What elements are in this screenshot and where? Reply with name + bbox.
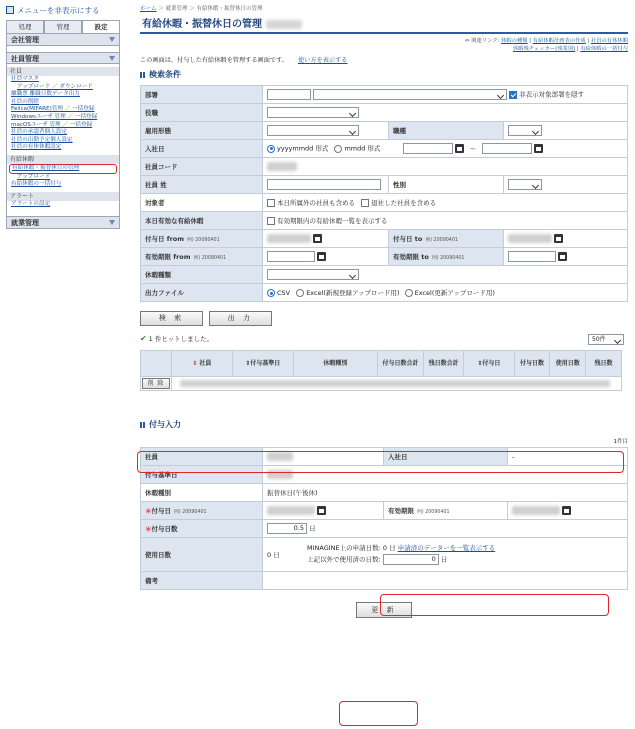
grant-note-cell xyxy=(263,572,628,590)
include-retired-checkbox[interactable] xyxy=(361,199,369,207)
dept-code-input[interactable] xyxy=(267,89,311,100)
grant-from-text: 付与日 from xyxy=(145,235,185,243)
tab-process[interactable]: 処理 xyxy=(6,20,44,33)
col-employee-label: 社員 xyxy=(199,360,212,367)
app-days-label: MINAGINE上の申請日数: xyxy=(307,544,383,553)
col-remain-header: 残日数 xyxy=(586,351,622,377)
leave-type-cell xyxy=(263,266,628,284)
tab-settings[interactable]: 設定 xyxy=(82,20,120,33)
search-form xyxy=(140,85,628,302)
position-label: 役職 xyxy=(141,104,263,122)
howto-link[interactable]: 使い方を表示する xyxy=(297,57,348,64)
range-tilde: 〜 xyxy=(469,144,477,153)
empname-input[interactable] xyxy=(267,179,381,190)
employment-label: 雇用形態 xyxy=(141,122,263,140)
grant-emp-label: 社員 xyxy=(141,448,263,466)
grant-date-example: 例) 20090401 xyxy=(174,510,207,515)
related-link-leave-types[interactable]: 休暇の種類 xyxy=(501,38,528,44)
col-grantdate-label: 付与日 xyxy=(482,360,501,367)
expire-from-input[interactable] xyxy=(267,251,315,262)
required-mark: ＊ xyxy=(145,525,152,533)
sidebar-item-employee-8[interactable]: 社員の出勤予定個人設定 xyxy=(11,136,73,143)
section-bullet-icon xyxy=(140,72,146,78)
expand-triangle-icon xyxy=(109,220,115,225)
sort-icon[interactable]: ⇕ xyxy=(245,360,251,367)
grant-used-cell xyxy=(263,538,628,572)
dept-select[interactable] xyxy=(313,89,507,100)
date-format-mmdd-label: mmdd 形式 xyxy=(344,144,381,153)
grant-to-text: 付与日 to xyxy=(393,235,423,243)
grant-expire-text: 有効期限 xyxy=(388,507,414,515)
grant-days-cell xyxy=(263,520,628,538)
calendar-icon[interactable] xyxy=(455,144,464,153)
expire-from-cell xyxy=(263,248,389,266)
table-row xyxy=(141,377,622,391)
gender-select[interactable] xyxy=(508,179,542,190)
used-days-value: 0 日 xyxy=(267,551,280,559)
col-remain-total-header: 残日数合計 xyxy=(424,351,464,377)
grant-count: 1件目 xyxy=(613,439,628,445)
sidebar-item-employee-4[interactable]: Felica(MIFARE)管理 ／ 一括登録 xyxy=(11,106,95,113)
sidebar-item-alert-settings[interactable]: アラートの設定 xyxy=(11,200,51,207)
valid-only-checkbox[interactable] xyxy=(267,217,275,225)
sidebar-item-employee-1[interactable]: アップロード ／ ダウンロード xyxy=(17,83,93,90)
col-grantdate-header[interactable] xyxy=(464,351,514,377)
grant-title-text: 付与入力 xyxy=(149,420,181,429)
grant-date-text: 付与日 xyxy=(151,507,171,515)
leave-type-select[interactable] xyxy=(267,269,359,280)
date-format-yyyymmdd-label: yyyymmdd 形式 xyxy=(277,144,329,153)
collapse-triangle-icon xyxy=(109,56,115,61)
col-action-header xyxy=(141,351,172,377)
grant-to-label xyxy=(389,230,504,248)
output-file-label: 出力ファイル xyxy=(141,284,263,302)
delete-button[interactable]: 削 除 xyxy=(142,378,170,389)
sidebar-item-leave-0[interactable]: 有給休暇・振替休日の管理 xyxy=(9,164,117,174)
expire-from-label xyxy=(141,248,263,266)
dept-label: 部署 xyxy=(141,86,263,104)
output-button[interactable]: 出 力 xyxy=(209,311,272,326)
calendar-icon[interactable] xyxy=(554,234,563,243)
grant-type-label: 休暇種別 xyxy=(141,484,263,502)
redacted-row-content xyxy=(180,380,610,387)
related-link-checker[interactable]: 休暇残チェッカー(残業別) xyxy=(512,46,576,52)
sidebar-group-work[interactable] xyxy=(7,216,119,228)
employee-link-list xyxy=(7,76,119,152)
employment-cell xyxy=(263,122,389,140)
grant-date-label xyxy=(141,502,263,520)
empcode-label: 社員コード xyxy=(141,158,263,176)
expire-from-text: 有効期限 from xyxy=(145,253,191,261)
search-title-text: 検索条件 xyxy=(149,70,181,79)
per-page-value: 50件 xyxy=(592,336,606,343)
sidebar-section-leave: 有給休暇 xyxy=(7,155,119,164)
result-header-row xyxy=(141,351,622,377)
employee-mgmt-label: 社員管理 xyxy=(11,55,39,63)
expire-to-cell xyxy=(504,248,628,266)
employment-select[interactable] xyxy=(267,125,359,136)
grant-from-label xyxy=(141,230,263,248)
expire-to-label xyxy=(389,248,504,266)
redacted-grant-from xyxy=(267,234,311,243)
output-file-cell xyxy=(263,284,628,302)
sidebar-section-employee: 社員 xyxy=(7,67,119,76)
hide-menu-link[interactable] xyxy=(6,4,120,16)
output-csv-label: CSV xyxy=(277,289,291,297)
empname-cell xyxy=(263,176,389,194)
annotation-update-highlight xyxy=(339,701,418,726)
tab-admin[interactable]: 管理 xyxy=(44,20,82,33)
page-title xyxy=(140,17,628,34)
calendar-icon[interactable] xyxy=(317,506,326,515)
sidebar xyxy=(6,4,120,314)
sidebar-group-employee[interactable] xyxy=(7,52,119,64)
breadcrumb-path: ＞ 就業管理 ＞ 有給休暇・振替休日の管理 xyxy=(156,6,263,12)
output-excel-new-radio[interactable] xyxy=(296,289,304,297)
position-cell xyxy=(263,104,628,122)
target-cell xyxy=(263,194,628,212)
delete-cell xyxy=(141,377,172,391)
required-mark: ＊ xyxy=(145,507,152,515)
expire-to-text: 有効期限 to xyxy=(393,253,429,261)
sidebar-item-employee-9[interactable]: 社員の有休休暇設定 xyxy=(11,144,62,151)
sidebar-item-employee-2[interactable]: 離職票 離職日数データ出力 xyxy=(11,91,80,98)
redacted-title-suffix xyxy=(266,20,302,29)
company-mgmt-label: 会社管理 xyxy=(11,36,39,44)
hire-date-label: 入社日 xyxy=(141,140,263,158)
col-granted-total-header: 付与日数合計 xyxy=(377,351,423,377)
grant-note-label: 備考 xyxy=(141,572,263,590)
calendar-icon[interactable] xyxy=(317,252,326,261)
check-icon: ✔ xyxy=(140,334,147,343)
leave-type-label: 休暇種類 xyxy=(141,266,263,284)
other-days-value: 0 xyxy=(431,555,436,564)
sidebar-item-employee-6[interactable]: macOSユーザ 管理 ／ 一括登録 xyxy=(11,121,93,128)
sidebar-panel xyxy=(6,33,120,229)
output-excel-update-radio[interactable] xyxy=(405,289,413,297)
calendar-icon[interactable] xyxy=(313,234,322,243)
grant-expire-cell xyxy=(508,502,628,520)
hide-dept-label: 非表示対象部署を隠す xyxy=(519,90,585,99)
date-format-yyyymmdd-radio[interactable] xyxy=(267,145,275,153)
grant-expire-example: 例) 20090401 xyxy=(417,510,450,515)
search-section-title xyxy=(140,69,628,80)
redacted-grant-to xyxy=(508,234,552,243)
other-days-unit: 日 xyxy=(440,555,448,564)
position-select[interactable] xyxy=(267,107,359,118)
sidebar-group-company[interactable] xyxy=(7,34,119,46)
sidebar-item-employee-3[interactable]: 社員の削除 xyxy=(11,98,39,105)
breadcrumb-home-link[interactable]: ホーム xyxy=(140,6,157,12)
grant-section-title xyxy=(140,419,628,430)
col-granted-header: 付与日数 xyxy=(514,351,550,377)
grant-from-cell xyxy=(263,230,389,248)
description-text: この画面は、付与した有給休暇を管理する画面です。 xyxy=(140,57,289,64)
include-other-dept-label: 本日所属外の社員も含める xyxy=(277,199,355,207)
target-label: 対象者 xyxy=(141,194,263,212)
result-table xyxy=(140,350,622,391)
gender-label: 性別 xyxy=(389,176,504,194)
include-other-dept-checkbox[interactable] xyxy=(267,199,275,207)
date-format-mmdd-radio[interactable] xyxy=(334,145,342,153)
expand-triangle-icon xyxy=(109,37,115,42)
grant-used-label: 使用日数 xyxy=(141,538,263,572)
sidebar-item-employee-0[interactable]: 社員マスタ xyxy=(11,76,39,82)
grant-days-input[interactable] xyxy=(267,523,307,534)
related-link-emp-leave[interactable]: 社員の有休休暇 xyxy=(590,38,628,44)
calendar-icon[interactable] xyxy=(558,252,567,261)
leave-link-list xyxy=(7,164,119,189)
calendar-icon[interactable] xyxy=(562,506,571,515)
section-bullet-icon xyxy=(140,422,146,428)
annotation-expire-highlight xyxy=(380,594,609,616)
hire-date-to-input[interactable] xyxy=(482,143,532,154)
redacted-row-data xyxy=(171,377,621,391)
search-button[interactable]: 検 索 xyxy=(140,311,203,326)
sidebar-section-alert: アラート xyxy=(7,192,119,201)
include-retired-label: 退社した社員を含める xyxy=(371,199,437,207)
grant-days-label xyxy=(141,520,263,538)
related-label: 関連リンク: xyxy=(471,38,502,44)
grant-days-unit: 日 xyxy=(309,524,316,533)
hide-dept-checkbox[interactable] xyxy=(509,91,517,99)
hide-menu-label: メニューを非表示にする xyxy=(17,5,100,15)
today-valid-cell xyxy=(263,212,628,230)
expire-to-input[interactable] xyxy=(508,251,556,262)
breadcrumb xyxy=(140,4,628,13)
dept-cell xyxy=(263,86,628,104)
grant-to-example: 例) 20090401 xyxy=(425,238,458,243)
sort-icon[interactable]: ⇕ xyxy=(192,360,198,367)
page-title-text: 有給休暇・振替休日の管理 xyxy=(142,19,262,30)
sidebar-item-leave-2[interactable]: 有給休暇の一括付与 xyxy=(11,181,62,188)
related-links: ⇔ 関連リンク: 休暇の種類 | 有給休暇計画表の作成 | 社員の有休休暇 休暇残チェッカー(残業別) | 有給休暇の一括付与 xyxy=(465,38,628,52)
col-used-header: 使用日数 xyxy=(550,351,586,377)
valid-only-label: 有効期限内の有給休暇一覧を表示する xyxy=(277,217,388,225)
calendar-icon[interactable] xyxy=(534,144,543,153)
per-page-select[interactable] xyxy=(588,334,624,345)
col-basedate-label: 付与基準日 xyxy=(250,360,281,367)
col-basedate-header[interactable] xyxy=(232,351,293,377)
annotation-row-highlight xyxy=(137,451,624,473)
empcode-cell xyxy=(263,158,628,176)
empname-label: 社員 姓 xyxy=(141,176,263,194)
sidebar-item-leave-1[interactable]: アップロード xyxy=(17,173,51,180)
other-days-label: 上記以外で使用済の日数: xyxy=(307,555,383,564)
col-leavetype-header: 休暇種別 xyxy=(293,351,377,377)
expire-from-example: 例) 20090401 xyxy=(193,256,227,261)
grant-to-cell xyxy=(504,230,628,248)
related-links-icon: ⇔ xyxy=(465,38,472,44)
grant-expire-label xyxy=(384,502,508,520)
redacted-empcode xyxy=(267,162,297,171)
work-mgmt-label: 就業管理 xyxy=(11,219,39,228)
grant-type-value: 振替休日(午後休) xyxy=(263,484,628,502)
grant-days-text: 付与日数 xyxy=(151,525,178,533)
output-excel-new-label: Excel(新規登録アップロード用) xyxy=(306,289,400,297)
update-button[interactable]: 更 新 xyxy=(356,602,412,618)
grant-date-cell xyxy=(263,502,384,520)
related-link-bulk-grant[interactable]: 有給休暇の一括付与 xyxy=(580,46,628,52)
sort-icon[interactable]: ⇕ xyxy=(477,360,483,367)
output-excel-update-label: Excel(更新アップロード用) xyxy=(414,289,495,297)
hire-date-cell xyxy=(263,140,628,158)
jobtype-label: 職種 xyxy=(389,122,504,140)
result-summary xyxy=(140,334,628,347)
related-link-plan[interactable]: 有給休暇計画表の作成 xyxy=(532,38,586,44)
hits-text: 1 件ヒットしました。 xyxy=(148,335,214,343)
grant-from-example: 例) 20090401 xyxy=(187,238,220,243)
other-days-input[interactable] xyxy=(383,554,439,565)
grant-days-value: 0.5 xyxy=(293,524,304,532)
jobtype-select[interactable] xyxy=(508,125,542,136)
expire-to-example: 例) 20090401 xyxy=(431,256,465,261)
sidebar-item-employee-7[interactable]: 社員の承認者個人設定 xyxy=(11,129,67,136)
redacted-grant-date xyxy=(267,506,315,515)
jobtype-cell xyxy=(504,122,628,140)
sidebar-item-employee-5[interactable]: Windowsユーザ 管理 ／ 一括登録 xyxy=(11,113,98,120)
gender-cell xyxy=(504,176,628,194)
today-valid-label: 本日有効な有給休暇 xyxy=(141,212,263,230)
app-days-value: 0 日 xyxy=(382,544,396,553)
page-description xyxy=(140,55,628,65)
redacted-expire-date xyxy=(512,506,560,515)
search-button-row xyxy=(140,311,628,327)
col-employee-header[interactable] xyxy=(171,351,232,377)
output-csv-radio[interactable] xyxy=(267,289,275,297)
main-content xyxy=(140,4,628,618)
sidebar-tabs xyxy=(6,20,120,33)
app-data-link[interactable]: 申請済のデーターを一覧表示する xyxy=(397,544,496,553)
menu-toggle-icon xyxy=(6,6,14,14)
grant-hire-value: - xyxy=(508,448,628,466)
grant-hire-label: 入社日 xyxy=(384,448,508,466)
hire-date-from-input[interactable] xyxy=(403,143,453,154)
grant-base-label: 付与基準日 xyxy=(141,466,263,484)
